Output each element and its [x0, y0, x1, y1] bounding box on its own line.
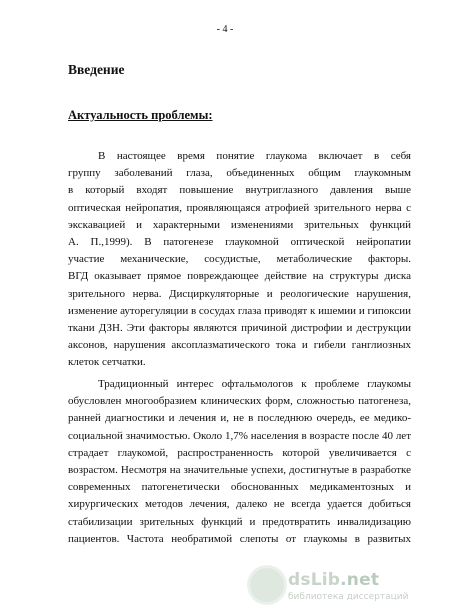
paragraph-2 — [68, 376, 411, 548]
paragraph-line: стабилизации зрительных функций и предотвратить инвалидизацию — [68, 515, 411, 528]
paragraph-line: аксонов, нарушения аксоплазматического тока и гибели ганглиозных — [68, 339, 411, 352]
paragraph-line: ВГД оказывает прямое повреждающее действие на структуры диска — [68, 270, 411, 283]
paragraph-line: Традиционный интерес офтальмологов к проблеме глаукомы — [98, 378, 411, 390]
paragraph-line: пациентов. Частота необратимой слепоты от глаукомы в развитых — [68, 532, 411, 545]
paragraph-line: участие механические, сосудистые, метаболические факторы. — [68, 253, 411, 266]
paragraph-line: ткани ДЗН. Эти факторы являются причиной дистрофии и деструкции — [68, 321, 411, 334]
watermark-subtitle: библиотека диссертаций — [288, 592, 409, 602]
watermark — [250, 568, 430, 608]
paragraph-line: А. П.,1999). В патогенезе глаукомной оптической нейропатии — [68, 235, 411, 248]
paragraph-line: страдает глаукомой, распространенность которой увеличивается с — [68, 446, 411, 459]
paragraph-line: социальной значимостью. Около 1,7% населения в возрасте после 40 лет — [68, 429, 411, 442]
watermark-logo-main: dsLib — [288, 570, 341, 590]
watermark-logo — [288, 570, 379, 590]
paragraph-1 — [68, 148, 411, 371]
paragraph-line: изменение ауторегуляции в сосудах глаза приводят к ишемии и гипоксии — [68, 304, 411, 317]
paragraph-line: современных патогенетически обоснованных медикаментозных и — [68, 481, 411, 494]
paragraph-line: обусловлен многообразием клинических форм, сложностью патогенеза, — [68, 395, 411, 408]
watermark-logo-suffix: .net — [340, 570, 380, 590]
paragraph-line: в который входят повышение внутриглазного давления выше — [68, 184, 411, 197]
watermark-badge-icon — [250, 568, 284, 602]
paragraph-line: хирургических методов лечения, далеко не всегда удается добиться — [68, 498, 411, 511]
paragraph-line: зрительного нерва. Дисциркуляторные и реологические нарушения, — [68, 287, 411, 300]
paragraph-line: возрастом. Несмотря на значительные успехи, достигнутые в разработке — [68, 463, 411, 476]
paragraph-line: В настоящее время понятие глаукома включает в себя — [98, 150, 411, 162]
paragraph-line: оптическая нейропатия, проявляющаяся атрофией зрительного нерва с — [68, 201, 411, 214]
section-title: Введение — [68, 62, 125, 77]
paragraph-line: клеток сетчатки. — [68, 356, 146, 369]
paragraph-line: экскавацией и характерными изменениями зрительных функций — [68, 218, 411, 231]
page-number: - 4 - — [216, 24, 234, 35]
subsection-title: Актуальность проблемы: — [68, 108, 213, 122]
paragraph-line: ранней диагностики и лечения и, не в последнюю очередь, ее медико- — [68, 412, 411, 425]
paragraph-line: группу заболеваний глаза, объединенных общим глаукомным — [68, 167, 411, 180]
